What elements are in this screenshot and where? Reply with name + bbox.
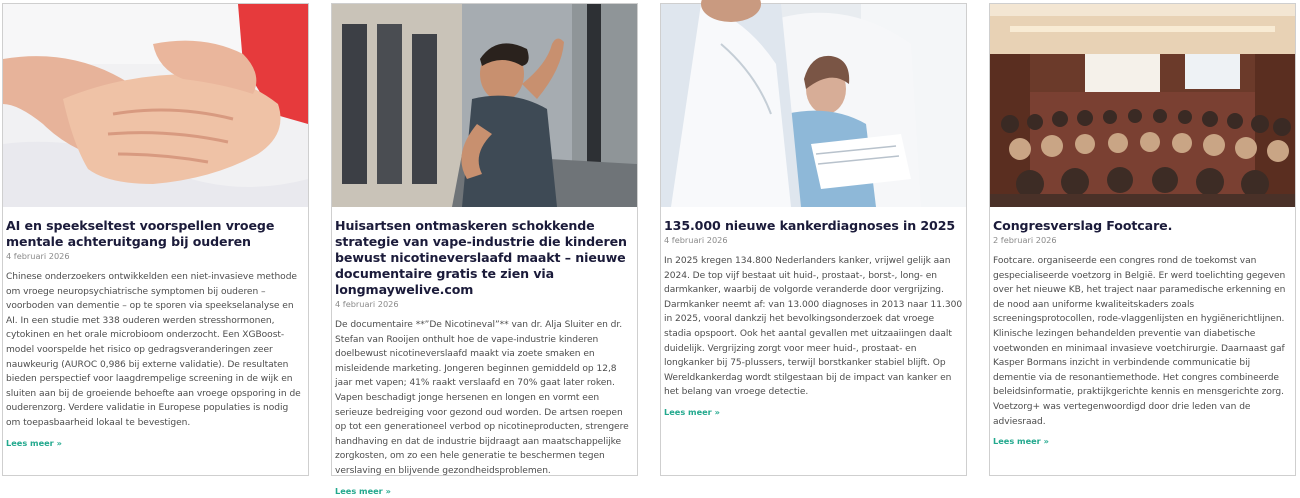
article-date: 4 februari 2026 [335,299,399,309]
article-date: 4 februari 2026 [664,235,728,245]
article-title[interactable]: Huisartsen ontmaskeren schokkende strategie van vape-industrie die kinderen bewust nicotineverslaafd maakt – nieuwe documentaire gratis te zien via longmaywelive.com [335,218,627,297]
article-card [660,3,967,476]
read-more-link[interactable]: Lees meer » [335,485,391,496]
article-image-patient-doctor[interactable] [661,4,966,207]
patient-doctor-photo [661,4,966,207]
article-title[interactable]: 135.000 nieuwe kankerdiagnoses in 2025 [664,218,956,233]
congress-hall-photo [990,4,1295,207]
article-image-congress-hall[interactable] [990,4,1295,207]
article-card [331,3,638,496]
article-excerpt: Footcare. organiseerde een congres rond de toekomst van gespecialiseerde voetzorg in België. Er werd toelichting gegeven over het nieuwe KB, het traject naar paramedische erkenning en de nood aan uniforme kwaliteitskaders zoals screeningsprotocollen, rode-vlaggenlijsten en hygiënerichtlijnen. Klinische lezingen behandelden preventie van diabetische voetwonden en minimaal invasieve voetchirurgie. Daarnaast gaf Kasper Bormans inzicht in verbindende communicatie bij dementie via de resonantiemethode. Het congres combineerde beleidsinformatie, praktijkgerichte kennis en mensgerichte zorg. Voetzorg+ was vertegenwoordigd door drie leden van de adviesraad. [993,256,1286,427]
article-date: 2 februari 2026 [993,235,1057,245]
read-more-link[interactable]: Lees meer » [664,406,720,417]
article-title[interactable]: Congresverslag Footcare. [993,218,1173,233]
article-card [2,3,309,476]
stressed-man-photo [332,4,637,207]
article-excerpt: Chinese onderzoekers ontwikkelden een niet-invasieve methode om vroege neuropsychiatrische symptomen bij ouderen – voorboden van dementie – op te sporen via speekselanalyse en AI. In een studie met 338 ouderen werden stresshormonen, cytokinen en het orale microbioom onderzocht. Een XGBoost-model voorspelde het risico op gedragsveranderingen zeer nauwkeurig (AUROC 0,986 bij externe validatie). De resultaten bieden perspectief voor laagdrempelige screening in de wijk en sluiten aan bij de groeiende behoefte aan vroege opsporing in de ouderenzorg. Verdere validatie in Europese populaties is nodig om toepasbaarheid lokaal te bevestigen. [6,272,301,428]
read-more-link[interactable]: Lees meer » [6,437,62,448]
article-image-stressed-man[interactable] [332,4,637,207]
article-excerpt: De documentaire **”De Nicotineval”** van dr. Alja Sluiter en dr. Stefan van Rooijen onthult hoe de vape-industrie kinderen doelbewust nicotineverslaafd maakt via zoete smaken en misleidende marketing. Jongeren beginnen gemiddeld op 12,8 jaar met vapen; 41% raakt verslaafd en 70% gaat later roken. Vapen beschadigt jonge hersenen en longen en vormt een serieuze bedreiging voor gezond oud worden. De artsen roepen op tot een generationeel verbod op nicotineproducten, strengere handhaving en dat de industrie bijdraagt aan maatschappelijke zorgkosten, om zo een hele generatie te beschermen tegen verslaving en blijvende gezondheidsproblemen. [335,320,629,476]
article-image-holding-hands[interactable] [3,4,308,207]
article-excerpt: In 2025 kregen 134.800 Nederlanders kanker, vrijwel gelijk aan 2024. De top vijf bestaat uit huid-, prostaat-, borst-, long- en darmkanker, waarbij de volgorde veranderde door vergrijzing. Darmkanker neemt af: van 13.000 diagnoses in 2013 naar 11.300 in 2025, vooral dankzij het bevolkingsonderzoek dat vroege stadia opspoort. Ook het aantal gevallen met uitzaaiingen daalt duidelijk. Vergrijzing zorgt voor meer huid-, prostaat- en longkanker bij 75-plussers, terwijl borstkanker stabiel blijft. Op Wereldkankerdag wordt stilgestaan bij de impact van kanker en het belang van vroege detectie. [664,256,963,398]
article-card [989,3,1296,476]
read-more-link[interactable]: Lees meer » [993,436,1049,447]
article-date: 4 februari 2026 [6,251,70,261]
article-title[interactable]: AI en speekseltest voorspellen vroege mentale achteruitgang bij ouderen [6,218,275,249]
holding-hands-photo [3,4,308,207]
